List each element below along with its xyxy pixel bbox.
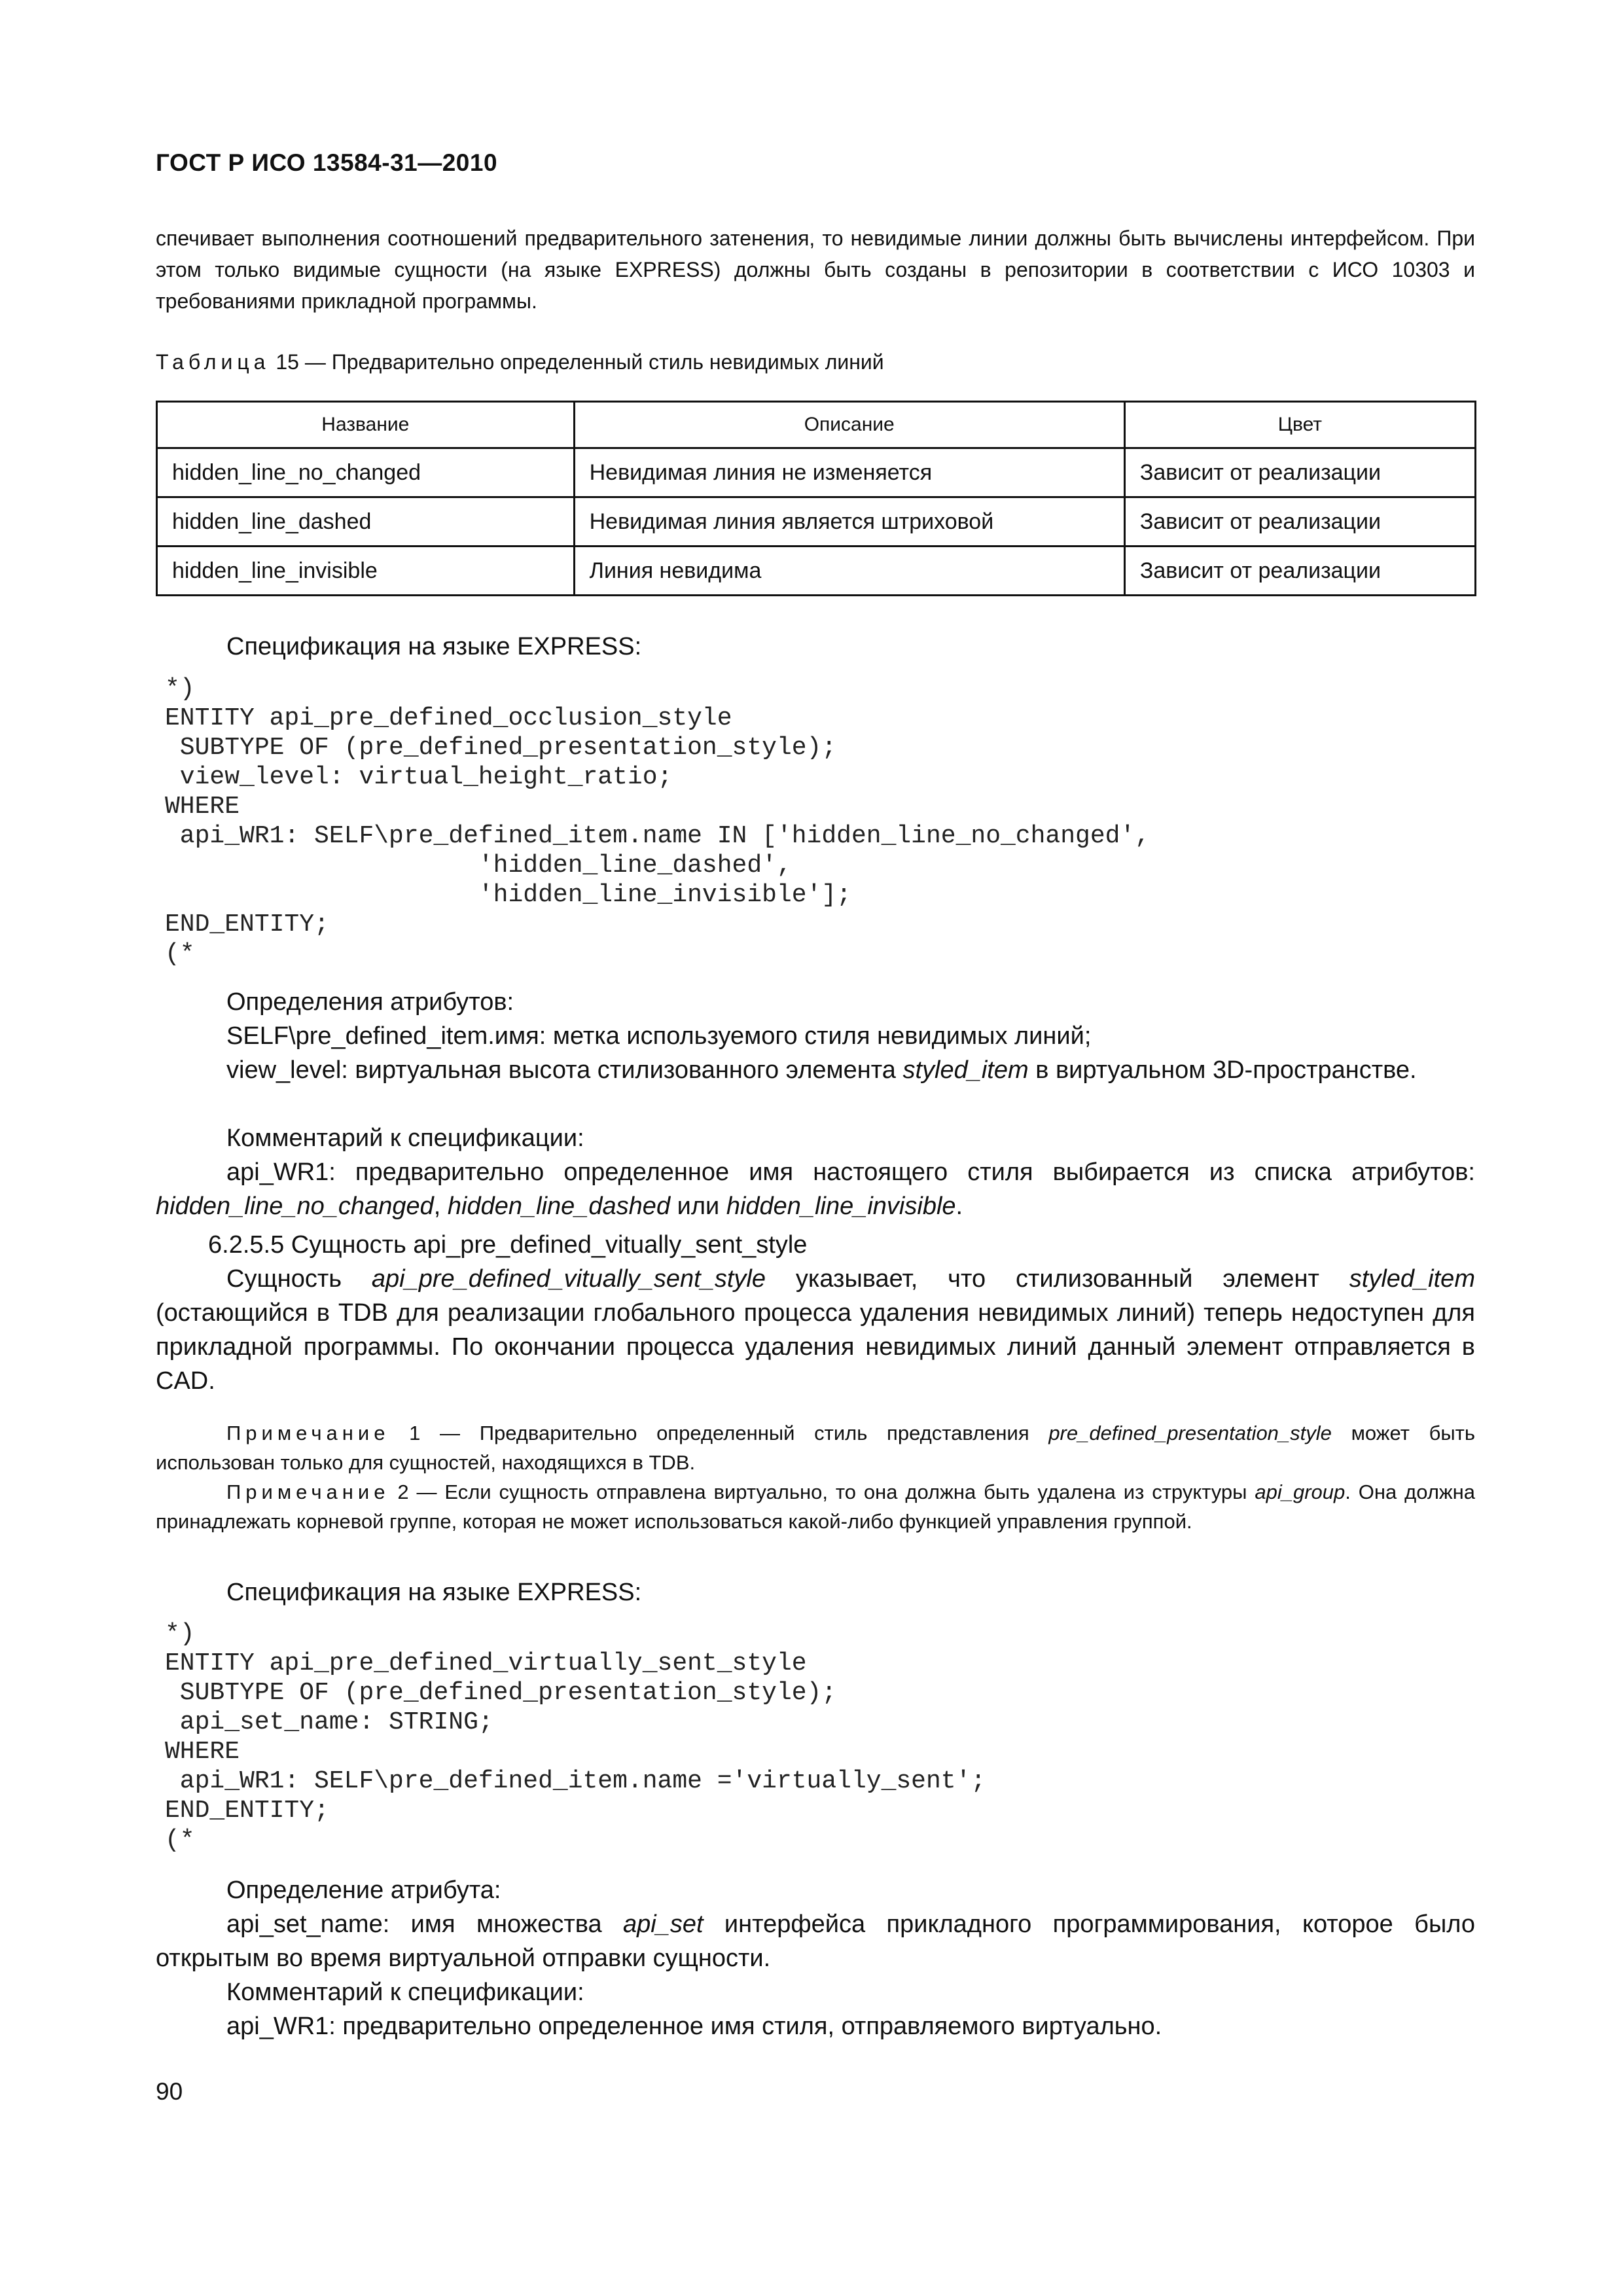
table-caption-text: 15 — Предварительно определенный стиль невидимых линий	[276, 350, 884, 374]
italic-term: pre_defined_presentation_style	[1048, 1422, 1332, 1444]
table-cell: Невидимая линия является штриховой	[574, 497, 1124, 547]
text-run: или	[670, 1193, 726, 1220]
table-header-row	[157, 402, 1476, 448]
intro-paragraph: спечивает выполнения соотношений предварительного затенения, то невидимые линии должны быть вычислены интерфейсом. При этом только видимые сущности (на языке EXPRESS) должны быть созданы в репозитории в соответствии с ИСО 10303 и требованиями прикладной программы.	[156, 226, 1475, 313]
table-cell: Зависит от реализации	[1124, 448, 1475, 497]
column-header-description: Описание	[574, 402, 1124, 448]
note-2	[156, 1477, 1475, 1536]
spec1-comment-title: Комментарий к спецификации:	[226, 1124, 584, 1152]
text-run: .	[955, 1193, 963, 1220]
spec1-title: Спецификация на языке EXPRESS:	[226, 633, 642, 660]
table-cell: Зависит от реализации	[1124, 497, 1475, 547]
italic-term: hidden_line_no_changed	[156, 1193, 434, 1220]
spec2-code-block: *) ENTITY api_pre_defined_virtually_sent_style SUBTYPE OF (pre_defined_presentation_style); api_set_name: STRING; WHERE api_WR1: SELF\pre_defined_item.name ='virtually_sent'; END_ENTITY; (*	[165, 1620, 986, 1854]
page-number: 90	[156, 2078, 183, 2105]
table-row	[157, 448, 1476, 497]
spec2-attr-title: Определение атрибута:	[226, 1876, 501, 1904]
spec1-attr-self: SELF\pre_defined_item.имя: метка используемого стиля невидимых линий;	[226, 1022, 1092, 1050]
table-row	[157, 547, 1476, 596]
column-header-name: Название	[157, 402, 575, 448]
column-header-color: Цвет	[1124, 402, 1475, 448]
note-1	[156, 1418, 1475, 1477]
text-run: Сущность	[226, 1265, 372, 1293]
italic-term: api_set	[623, 1910, 704, 1938]
italic-term: hidden_line_dashed	[447, 1193, 671, 1220]
spec1-attr-view-level	[156, 1053, 1475, 1087]
italic-term: hidden_line_invisible	[726, 1193, 956, 1220]
text-run: ,	[433, 1193, 448, 1220]
spec2-title: Спецификация на языке EXPRESS:	[226, 1579, 642, 1606]
text-run: view_level: виртуальная высота стилизованного элемента	[226, 1056, 903, 1084]
text-run: интерфейса прикладного программирования, которое было открытым во время виртуальной отправки сущности.	[156, 1910, 1475, 1972]
table-cell: Зависит от реализации	[1124, 547, 1475, 596]
text-run: api_WR1: предварительно определенное имя настоящего стиля выбирается из списка атрибутов:	[226, 1158, 1475, 1186]
text-run: в виртуальном 3D-пространстве.	[1028, 1056, 1417, 1084]
hidden-line-style-table	[156, 401, 1476, 596]
section-paragraph	[156, 1262, 1475, 1398]
text-run: может быть использован только для сущностей, находящихся в TDB.	[156, 1422, 1476, 1474]
italic-term: styled_item	[902, 1056, 1029, 1084]
spec2-comment: api_WR1: предварительно определенное имя стиля, отправляемого виртуально.	[226, 2013, 1162, 2040]
text-run: api_set_name: имя множества	[226, 1910, 623, 1938]
italic-term: api_group	[1255, 1480, 1346, 1503]
table-caption	[156, 350, 884, 374]
text-run: . Она должна принадлежать корневой группе, которая не может использоваться какой-либо функцией управления группой.	[156, 1480, 1476, 1533]
spec1-comment	[156, 1155, 1475, 1223]
spec2-comment-title: Комментарий к спецификации:	[226, 1979, 584, 2006]
section-heading: 6.2.5.5 Сущность api_pre_defined_vitually_sent_style	[208, 1231, 808, 1259]
table-caption-word: Таблица	[156, 350, 270, 374]
spec1-attr-title: Определения атрибутов:	[226, 988, 514, 1016]
text-run: (остающийся в TDB для реализации глобального процесса удаления невидимых линий) теперь недоступен для прикладной программы. По окончании процесса удаления невидимых линий данный элемент отправляется в CAD.	[156, 1299, 1475, 1395]
italic-term: api_pre_defined_vitually_sent_style	[371, 1265, 766, 1293]
note-label: Примечание	[226, 1480, 390, 1503]
note-label: Примечание	[226, 1422, 390, 1444]
document-header: ГОСТ Р ИСО 13584-31—2010	[156, 149, 498, 176]
text-run: указывает, что стилизованный элемент	[766, 1265, 1349, 1293]
table-cell: Невидимая линия не изменяется	[574, 448, 1124, 497]
table-cell: hidden_line_dashed	[157, 497, 575, 547]
table-row	[157, 497, 1476, 547]
spec1-code-block: *) ENTITY api_pre_defined_occlusion_style SUBTYPE OF (pre_defined_presentation_style); view_level: virtual_height_ratio; WHERE api_WR1: SELF\pre_defined_item.name IN ['hidden_line_no_changed', 'hidden_line_dashed', 'hidden_line_invisible']; END_ENTITY; (*	[165, 675, 1150, 968]
table-cell: Линия невидима	[574, 547, 1124, 596]
table-cell: hidden_line_invisible	[157, 547, 575, 596]
table-cell: hidden_line_no_changed	[157, 448, 575, 497]
spec2-attr-set-name	[156, 1907, 1475, 1975]
text-run: 1 — Предварительно определенный стиль представления	[389, 1422, 1049, 1444]
text-run: 2 — Если сущность отправлена виртуально, то она должна быть удалена из структуры	[389, 1480, 1255, 1503]
italic-term: styled_item	[1349, 1265, 1475, 1293]
